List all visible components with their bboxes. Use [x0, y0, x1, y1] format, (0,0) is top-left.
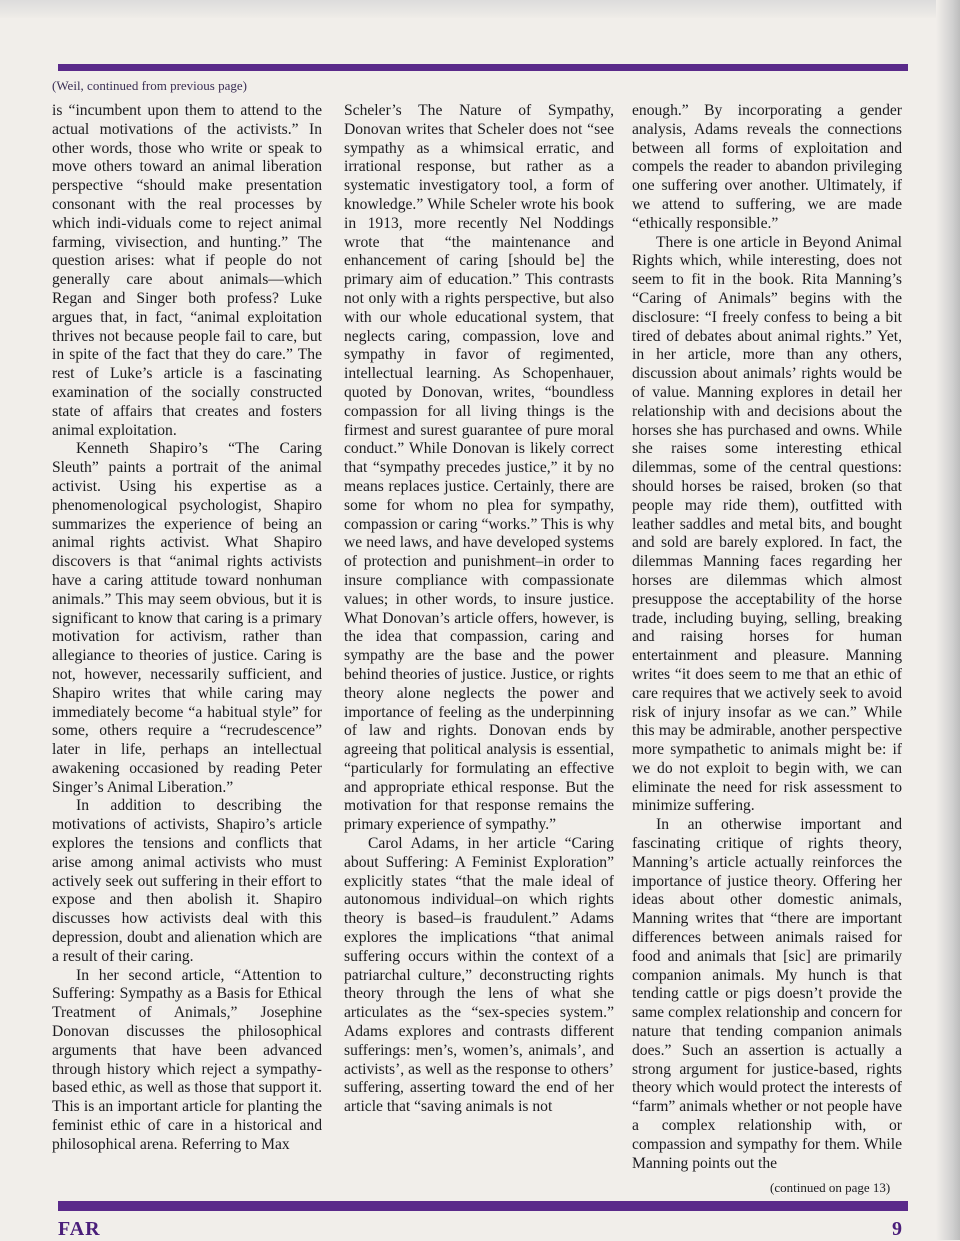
continued-from-note: (Weil, continued from previous page) — [52, 78, 247, 93]
publication-name: FAR — [58, 1218, 101, 1240]
scan-right-edge — [936, 0, 960, 1240]
footer-rule — [58, 1201, 908, 1211]
article-column-1 — [52, 102, 322, 1155]
paragraph: Scheler’s The Nature of Sympathy, Donovan writes that Scheler does not “see sympathy as a whimsical erratic, and irrational response, but rather as a systematic investigatory tool, a form of knowledge.” While Scheler wrote his book in 1913, more recently Nel Noddings wrote that “the maintenance and enhancement of caring [should be] the primary aim of education.” This contrasts not only with a rights perspective, but also with our whole educational system, that neglects caring, compassion, love and sympathy in favor of regimented, intellectual learning. As Schopenhauer, quoted by Donovan, writes, “boundless compassion for all living things is the firmest and surest guarantee of pure moral conduct.” While Donovan is likely correct that “sympathy precedes justice,” it by no means replaces justice. Certainly, there are some for whom no plea for sympathy, compassion or caring “works.” This is why we need laws, and have developed systems of protection and punishment–in order to insure compliance with compassionate values; in other words, to insure justice. What Donovan’s article offers, however, is the idea that compassion, caring and sympathy are the base and the power behind theories of justice. Justice, or rights theory alone neglects the power and importance of feeling as the underpinning of law and rights. Donovan ends by agreeing that political analysis is essential, “particularly for formulating an effective and appropriate ethical response. But the motivation for that response remains the primary experience of sympathy.” — [344, 102, 614, 834]
continued-on-note: (continued on page 13) — [770, 1180, 891, 1195]
scan-top-edge — [0, 0, 960, 18]
header-rule — [58, 64, 908, 71]
paragraph: Kenneth Shapiro’s “The Caring Sleuth” paints a portrait of the animal activist. Using his expertise as a phenomenological psychologist, Shapiro summarizes the experience of being an animal rights activist. What Shapiro discovers is that “animal rights activists have a caring attitude toward nonhuman animals.” This may seem obvious, but it is significant to know that caring is a primary motivation for activism, rather than allegiance to theories of justice. Caring is not, however, necessarily sufficient, and Shapiro writes that while caring may immediately become “a habitual style” for some, others require a “recrudescence” later in life, perhaps an intellectual awakening occasioned by reading Peter Singer’s Animal Liberation.” — [52, 440, 322, 796]
paragraph: Carol Adams, in her article “Caring about Suffering: A Feminist Exploration” explicitly states “that the male ideal of autonomous individual–on which rights theory is based–is fraudulent.” Adams explores the implications “that animal suffering occurs within the context of a patriarchal culture,” deconstructing rights theory through the lens of what she articulates as the “sex-species system.” Adams explores and contrasts different sufferings: men’s, women’s, animals’, and activists’, as well as the response to others’ suffering, asserting toward the end of her article that “saving animals is not — [344, 835, 614, 1116]
paragraph: is “incumbent upon them to attend to the actual motivations of the activists.” In other words, those who write or speak to move others toward an animal liberation perspective “should make presentation consonant with the real processes by which indi-viduals come to reject animal farming, vivisection, and hunting.” The question arises: what if people do not generally care about animals—which Regan and Singer both profess? Luke argues that, in fact, “animal exploitation thrives not because people fail to care, but in spite of the fact that they do care.” The rest of Luke’s article is a fascinating examination of the socially constructed state of affairs that creates and fosters animal exploitation. — [52, 102, 322, 439]
paragraph: In her second article, “Attention to Suffering: Sympathy as a Basis for Ethical Treatment of Animals,” Josephine Donovan discusses the philosophical arguments that have been advanced through history which reject a sympathy-based ethic, as well as those that support it. This is an important article for planting the feminist ethic of care in a historical and philosophical arena. Referring to Max — [52, 966, 322, 1153]
paragraph: There is one article in Beyond Animal Rights which, while interesting, does not seem to fit in the book. Rita Manning’s “Caring of Animals” begins with the disclosure: “I freely confess to being a bit tired of debates about animal rights.” Yet, in her article, more than any others, discussion about animals’ rights would be of value. Manning explores in detail her relationship with and decisions about the horses she has purchased and owns. While she raises some interesting ethical dilemmas, some of the central questions: should horses be raised, broken (so that people may ride them), outfitted with leather saddles and metal bits, and bought and sold are barely explored. In fact, the dilemmas Manning faces regarding her horses are dilemmas which almost presuppose the acceptability of the horse trade, including buying, selling, breaking and raising horses for human entertainment and pleasure. Manning writes “it does seem to me that an ethic of care requires that we actively seek to avoid risk of injury insofar as we can.” While this may be admirable, another perspective more sympathetic to animals might be: if we do not exploit to begin with, we can eliminate the need for risk assessment to minimize suffering. — [632, 233, 902, 815]
paragraph: In addition to describing the motivations of activists, Shapiro’s article explores the tensions and conflicts that arise among animal activists who must actively seek out suffering in their effort to expose and then abolish it. Shapiro discusses how activists deal with this depression, doubt and alienation which are a result of their caring. — [52, 797, 322, 965]
paragraph: enough.” By incorporating a gender analysis, Adams reveals the connections between all forms of exploitation and compels the reader to abandon privileging one suffering over another. Ultimately, if we attend to suffering, we are made “ethically responsible.” — [632, 102, 902, 232]
article-column-2 — [344, 102, 614, 1117]
paragraph: In an otherwise important and fascinating critique of rights theory, Manning’s article actually reinforces the importance of justice theory. Offering her ideas about other domestic animals, Manning writes that “there are important differences between animals raised for food and animals that [sic] are primarily companion animals. My hunch is that tending cattle or pigs doesn’t provide the same complex relationship and concern for nature that tending companion animals does.” Such an assertion is actually a strong argument for justice-based, rights theory which would protect the interests of “farm” animals whether or not people have a complex relationship with, or compassion and sympathy for them. While Manning points out the — [632, 816, 902, 1172]
article-column-3 — [632, 102, 902, 1173]
page-number: 9 — [892, 1218, 902, 1240]
